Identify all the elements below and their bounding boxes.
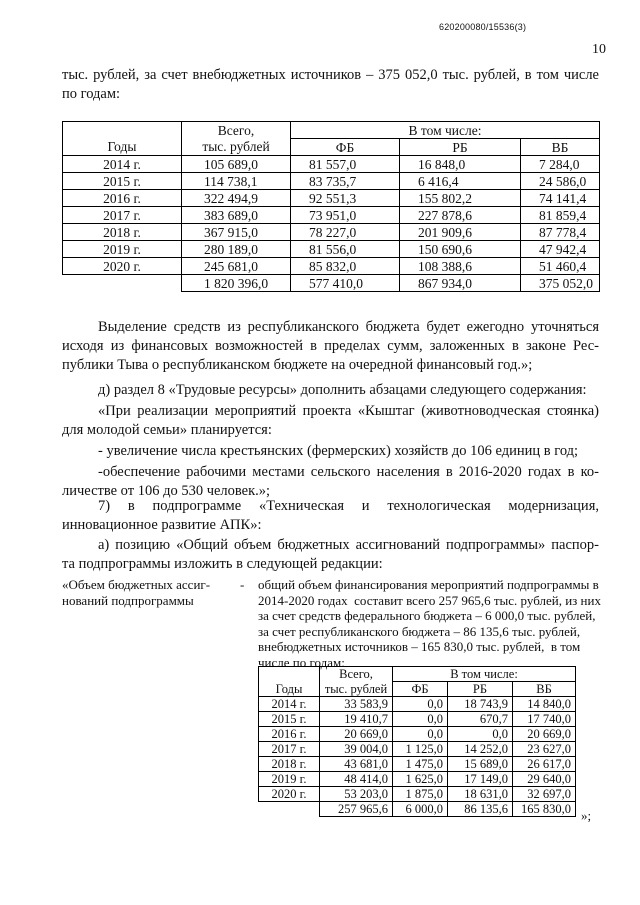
- passport-position-label: [62, 577, 222, 609]
- para-1-line-1: Выделение средств из республиканского бюджета будет ежегодно уточняться: [98, 319, 599, 335]
- fb-cell: 81 556,0: [291, 241, 400, 258]
- year-cell: 2018 г.: [63, 224, 182, 241]
- vb-cell: 81 859,4: [521, 207, 600, 224]
- total-cell: 20 669,0: [320, 727, 393, 742]
- year-cell: 2018 г.: [259, 757, 320, 772]
- vb-cell: 23 627,0: [513, 742, 576, 757]
- total-cell: 33 583,9: [320, 697, 393, 712]
- intro-line-1: тыс. рублей, за счет внебюджетных источников – 375 052,0 тыс. рублей, в том числе: [62, 67, 599, 83]
- para-1-line-3: публики Тыва о республиканском бюджете на очередной финансовый год.»;: [62, 357, 533, 373]
- table-body: [259, 697, 576, 817]
- header-total-bottom: тыс. рублей: [182, 139, 291, 156]
- table-row: [63, 207, 600, 224]
- table-row: [63, 224, 600, 241]
- fb-cell: 81 557,0: [291, 156, 400, 173]
- header-total-top: Всего,: [320, 667, 393, 682]
- table-row: [63, 275, 600, 292]
- table-header-row: [259, 682, 576, 697]
- vb-cell: 87 778,4: [521, 224, 600, 241]
- rb-cell: 6 416,4: [400, 173, 521, 190]
- para-4: - увеличение числа крестьянских (фермерских) хозяйств до 106 единиц в год;: [98, 443, 579, 459]
- para-3-line-1: «При реализации мероприятий проекта «Кыштаг (животноводческая стоянка): [98, 403, 599, 419]
- table-header-row: [259, 667, 576, 682]
- rb-cell: 867 934,0: [400, 275, 521, 292]
- total-cell: 48 414,0: [320, 772, 393, 787]
- header-total-bottom: тыс. рублей: [320, 682, 393, 697]
- table-row: [259, 742, 576, 757]
- header-years-spacer: [63, 122, 182, 139]
- year-cell: 2016 г.: [259, 727, 320, 742]
- table-row: [63, 156, 600, 173]
- year-cell: 2019 г.: [63, 241, 182, 258]
- rb-cell: 108 388,6: [400, 258, 521, 275]
- table-row: [63, 258, 600, 275]
- rb-cell: 17 149,0: [448, 772, 513, 787]
- rb-cell: 0,0: [448, 727, 513, 742]
- year-cell: 2020 г.: [259, 787, 320, 802]
- fb-cell: 0,0: [393, 727, 448, 742]
- total-cell: 105 689,0: [182, 156, 291, 173]
- year-cell: [259, 802, 320, 817]
- year-cell: 2014 г.: [259, 697, 320, 712]
- total-cell: 43 681,0: [320, 757, 393, 772]
- passport-desc-line: 2014-2020 годах составит всего 257 965,6 тыс. рублей, из них: [258, 592, 601, 608]
- year-cell: 2016 г.: [63, 190, 182, 207]
- table-row: [259, 787, 576, 802]
- vb-cell: 32 697,0: [513, 787, 576, 802]
- fb-cell: 6 000,0: [393, 802, 448, 817]
- total-cell: 114 738,1: [182, 173, 291, 190]
- vb-cell: 29 640,0: [513, 772, 576, 787]
- year-cell: 2020 г.: [63, 258, 182, 275]
- vb-cell: 17 740,0: [513, 712, 576, 727]
- rb-cell: 201 909,6: [400, 224, 521, 241]
- passport-desc-line: числе по годам:: [258, 654, 345, 670]
- rb-cell: 16 848,0: [400, 156, 521, 173]
- table-row: [63, 241, 600, 258]
- header-incl: В том числе:: [291, 122, 600, 139]
- fb-cell: 92 551,3: [291, 190, 400, 207]
- vb-cell: 24 586,0: [521, 173, 600, 190]
- total-cell: 53 203,0: [320, 787, 393, 802]
- total-cell: 19 410,7: [320, 712, 393, 727]
- table-row: [259, 757, 576, 772]
- vb-cell: 51 460,4: [521, 258, 600, 275]
- year-cell: 2015 г.: [259, 712, 320, 727]
- vb-cell: 20 669,0: [513, 727, 576, 742]
- vb-cell: 7 284,0: [521, 156, 600, 173]
- fb-cell: 83 735,7: [291, 173, 400, 190]
- year-cell: [63, 275, 182, 292]
- rb-cell: 86 135,6: [448, 802, 513, 817]
- table-row: [259, 712, 576, 727]
- year-cell: 2017 г.: [259, 742, 320, 757]
- header-total-top: Всего,: [182, 122, 291, 139]
- passport-desc-line: общий объем финансирования мероприятий подпрограммы в: [258, 577, 599, 592]
- header-vb: ВБ: [513, 682, 576, 697]
- year-cell: 2017 г.: [63, 207, 182, 224]
- header-rb: РБ: [448, 682, 513, 697]
- fb-cell: 85 832,0: [291, 258, 400, 275]
- intro-line-2: по годам:: [62, 86, 121, 102]
- document-code: 620200080/15536(3): [439, 22, 527, 32]
- para-2: д) раздел 8 «Трудовые ресурсы» дополнить абзацами следующего содержания:: [98, 382, 587, 398]
- header-years: Годы: [259, 682, 320, 697]
- fb-cell: 0,0: [393, 712, 448, 727]
- para-6-line-2: инновационное развитие АПК»:: [62, 517, 262, 533]
- passport-dash: -: [240, 577, 245, 592]
- header-vb: ВБ: [521, 139, 600, 156]
- fb-cell: 0,0: [393, 697, 448, 712]
- page-number: 10: [592, 42, 606, 57]
- para-7-line-2: та подпрограммы изложить в следующей редакции:: [62, 556, 383, 572]
- table-row: [259, 697, 576, 712]
- para-5-line-2: личестве от 106 до 530 человек.»;: [62, 483, 271, 499]
- year-cell: 2014 г.: [63, 156, 182, 173]
- fb-cell: 73 951,0: [291, 207, 400, 224]
- table-row: [63, 190, 600, 207]
- vb-cell: 14 840,0: [513, 697, 576, 712]
- header-years: Годы: [63, 139, 182, 156]
- table-body: [63, 156, 600, 292]
- rb-cell: 18 743,9: [448, 697, 513, 712]
- para-1-line-2: исходя из финансовых возможностей в пределах сумм, заложенных в законе Рес-: [62, 338, 599, 354]
- table-header-row: [63, 122, 600, 139]
- vb-cell: 26 617,0: [513, 757, 576, 772]
- para-3-line-2: для молодой семьи» планируется:: [62, 422, 272, 438]
- year-cell: 2015 г.: [63, 173, 182, 190]
- passport-description: [258, 577, 604, 671]
- table-header-row: [63, 139, 600, 156]
- table-row: [63, 173, 600, 190]
- passport-label-line-2: нований подпрограммы: [62, 593, 194, 608]
- rb-cell: 15 689,0: [448, 757, 513, 772]
- para-6-line-1: 7) в подпрограмме «Техническая и технологическая модернизация,: [98, 498, 599, 514]
- table-row: [259, 802, 576, 817]
- funding-table-main: [62, 121, 600, 292]
- total-cell: 367 915,0: [182, 224, 291, 241]
- passport-desc-line: за счет средств федерального бюджета – 6 000,0 тыс. рублей,: [258, 608, 596, 624]
- rb-cell: 18 631,0: [448, 787, 513, 802]
- rb-cell: 155 802,2: [400, 190, 521, 207]
- funding-table-subprogram: [258, 666, 576, 817]
- fb-cell: 577 410,0: [291, 275, 400, 292]
- fb-cell: 1 125,0: [393, 742, 448, 757]
- vb-cell: 375 052,0: [521, 275, 600, 292]
- header-years-spacer: [259, 667, 320, 682]
- table-row: [259, 772, 576, 787]
- header-fb: ФБ: [393, 682, 448, 697]
- rb-cell: 670,7: [448, 712, 513, 727]
- fb-cell: 78 227,0: [291, 224, 400, 241]
- passport-desc-line: внебюджетных источников – 165 830,0 тыс. рублей, в том: [258, 639, 581, 655]
- header-fb: ФБ: [291, 139, 400, 156]
- fb-cell: 1 475,0: [393, 757, 448, 772]
- vb-cell: 165 830,0: [513, 802, 576, 817]
- para-5-line-1: -обеспечение рабочими местами сельского населения в 2016-2020 годах в ко-: [98, 464, 599, 480]
- total-cell: 383 689,0: [182, 207, 291, 224]
- rb-cell: 14 252,0: [448, 742, 513, 757]
- total-cell: 280 189,0: [182, 241, 291, 258]
- rb-cell: 227 878,6: [400, 207, 521, 224]
- total-cell: 39 004,0: [320, 742, 393, 757]
- header-incl: В том числе:: [393, 667, 576, 682]
- total-cell: 1 820 396,0: [182, 275, 291, 292]
- para-7-line-1: а) позицию «Общий объем бюджетных ассигнований подпрограммы» паспор-: [98, 537, 599, 553]
- vb-cell: 47 942,4: [521, 241, 600, 258]
- total-cell: 322 494,9: [182, 190, 291, 207]
- header-rb: РБ: [400, 139, 521, 156]
- fb-cell: 1 875,0: [393, 787, 448, 802]
- year-cell: 2019 г.: [259, 772, 320, 787]
- passport-label-line-1: «Объем бюджетных ассиг-: [62, 577, 211, 592]
- total-cell: 245 681,0: [182, 258, 291, 275]
- total-cell: 257 965,6: [320, 802, 393, 817]
- closing-quote: »;: [581, 808, 592, 823]
- table-row: [259, 727, 576, 742]
- rb-cell: 150 690,6: [400, 241, 521, 258]
- fb-cell: 1 625,0: [393, 772, 448, 787]
- vb-cell: 74 141,4: [521, 190, 600, 207]
- passport-desc-line: за счет республиканского бюджета – 86 135,6 тыс. рублей,: [258, 623, 581, 639]
